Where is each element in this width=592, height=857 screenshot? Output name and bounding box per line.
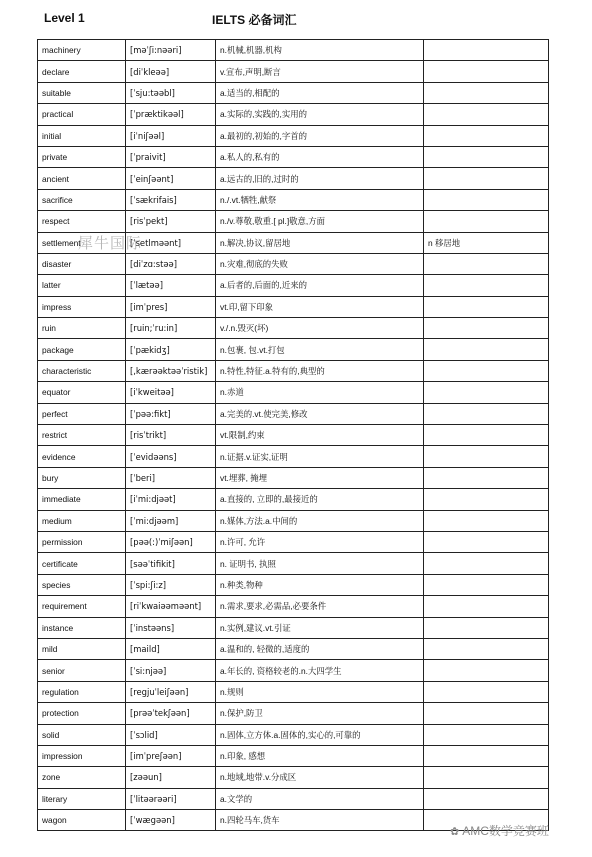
ipa-cell: [ˈsækrifais] xyxy=(126,189,216,210)
word-cell: suitable xyxy=(38,82,126,103)
ipa-cell: [ruin;ˈru:in] xyxy=(126,318,216,339)
word-cell: mild xyxy=(38,638,126,659)
definition-cell: n.印象, 感想 xyxy=(216,745,424,766)
note-cell xyxy=(424,425,549,446)
definition-cell: n.保护,防卫 xyxy=(216,703,424,724)
word-cell: sacrifice xyxy=(38,189,126,210)
word-cell: species xyxy=(38,574,126,595)
table-row xyxy=(38,553,549,574)
definition-cell: n.证据.v.证实,证明 xyxy=(216,446,424,467)
definition-cell: n.许可, 允许 xyxy=(216,531,424,552)
word-cell: latter xyxy=(38,275,126,296)
note-cell xyxy=(424,125,549,146)
word-cell: initial xyxy=(38,125,126,146)
table-row xyxy=(38,510,549,531)
note-cell xyxy=(424,168,549,189)
table-row xyxy=(38,617,549,638)
word-cell: perfect xyxy=(38,403,126,424)
note-cell xyxy=(424,553,549,574)
definition-cell: a.后者的,后面的,近来的 xyxy=(216,275,424,296)
note-cell xyxy=(424,660,549,681)
table-row xyxy=(38,788,549,809)
definition-cell: a.完美的.vt.使完美,修改 xyxy=(216,403,424,424)
note-cell xyxy=(424,531,549,552)
word-cell: equator xyxy=(38,382,126,403)
definition-cell: n.实例,建议.vt.引证 xyxy=(216,617,424,638)
vocabulary-table xyxy=(37,39,549,831)
table-row xyxy=(38,211,549,232)
ipa-cell: [,kærəəktəəˈristik] xyxy=(126,360,216,381)
table-row xyxy=(38,253,549,274)
table-row xyxy=(38,660,549,681)
word-cell: impression xyxy=(38,745,126,766)
definition-cell: a.最初的,初始的,字首的 xyxy=(216,125,424,146)
definition-cell: n.包裹, 包.vt.打包 xyxy=(216,339,424,360)
note-cell xyxy=(424,467,549,488)
ipa-cell: [ˈsi:njəə] xyxy=(126,660,216,681)
note-cell xyxy=(424,617,549,638)
definition-cell: n.四轮马车,货车 xyxy=(216,810,424,831)
ipa-cell: [regjuˈleiʃəən] xyxy=(126,681,216,702)
note-cell xyxy=(424,767,549,788)
definition-cell: n.赤道 xyxy=(216,382,424,403)
definition-cell: n.特性,特征.a.特有的,典型的 xyxy=(216,360,424,381)
definition-cell: v./.n.毁灭(坏) xyxy=(216,318,424,339)
table-row xyxy=(38,596,549,617)
note-cell xyxy=(424,275,549,296)
note-cell xyxy=(424,189,549,210)
note-cell xyxy=(424,296,549,317)
ipa-cell: [imˈpres] xyxy=(126,296,216,317)
note-cell xyxy=(424,403,549,424)
ipa-cell: [ˈsetlməənt] xyxy=(126,232,216,253)
word-cell: ruin xyxy=(38,318,126,339)
note-cell xyxy=(424,360,549,381)
note-cell xyxy=(424,745,549,766)
ipa-cell: [ˈwægəən] xyxy=(126,810,216,831)
ipa-cell: [ˈspi:ʃi:z] xyxy=(126,574,216,595)
table-row xyxy=(38,104,549,125)
note-cell xyxy=(424,104,549,125)
ipa-cell: [ˈpraivit] xyxy=(126,146,216,167)
word-cell: disaster xyxy=(38,253,126,274)
note-cell xyxy=(424,681,549,702)
table-row xyxy=(38,40,549,61)
document-title: IELTS 必备词汇 xyxy=(212,13,297,27)
definition-cell: v.宣布,声明,断言 xyxy=(216,61,424,82)
ipa-cell: [risˈpekt] xyxy=(126,211,216,232)
table-row xyxy=(38,745,549,766)
wechat-icon: ✿ xyxy=(450,826,460,838)
definition-cell: n. 证明书, 执照 xyxy=(216,553,424,574)
definition-cell: n.地域,地带.v.分成区 xyxy=(216,767,424,788)
table-row xyxy=(38,703,549,724)
level-label: Level 1 xyxy=(44,11,85,25)
note-cell xyxy=(424,339,549,360)
note-cell xyxy=(424,510,549,531)
word-cell: practical xyxy=(38,104,126,125)
ipa-cell: [iˈkweitəə] xyxy=(126,382,216,403)
note-cell xyxy=(424,318,549,339)
ipa-cell: [maild] xyxy=(126,638,216,659)
watermark-account xyxy=(450,822,549,839)
ipa-cell: [ˈeinʃəənt] xyxy=(126,168,216,189)
ipa-cell: [imˈpreʃəən] xyxy=(126,745,216,766)
word-cell: bury xyxy=(38,467,126,488)
ipa-cell: [riˈkwaiəəməənt] xyxy=(126,596,216,617)
word-cell: protection xyxy=(38,703,126,724)
ipa-cell: [səəˈtifikit] xyxy=(126,553,216,574)
definition-cell: a.直接的, 立即的,最接近的 xyxy=(216,489,424,510)
note-cell xyxy=(424,574,549,595)
note-cell xyxy=(424,788,549,809)
ipa-cell: [iˈniʃəəl] xyxy=(126,125,216,146)
definition-cell: a.文学的 xyxy=(216,788,424,809)
word-cell: zone xyxy=(38,767,126,788)
word-cell: private xyxy=(38,146,126,167)
table-row xyxy=(38,724,549,745)
table-row xyxy=(38,339,549,360)
ipa-cell: [zəəun] xyxy=(126,767,216,788)
table-row xyxy=(38,82,549,103)
ipa-cell: [ˈlitəərəəri] xyxy=(126,788,216,809)
ipa-cell: [ˈpəə:fikt] xyxy=(126,403,216,424)
word-cell: requirement xyxy=(38,596,126,617)
table-row xyxy=(38,318,549,339)
ipa-cell: [diˈzɑ:stəə] xyxy=(126,253,216,274)
table-row xyxy=(38,275,549,296)
word-cell: medium xyxy=(38,510,126,531)
ipa-cell: [diˈkleəə] xyxy=(126,61,216,82)
table-row xyxy=(38,403,549,424)
word-cell: package xyxy=(38,339,126,360)
word-cell: permission xyxy=(38,531,126,552)
table-row xyxy=(38,189,549,210)
word-cell: regulation xyxy=(38,681,126,702)
table-row xyxy=(38,296,549,317)
word-cell: characteristic xyxy=(38,360,126,381)
ipa-cell: [ˈberi] xyxy=(126,467,216,488)
definition-cell: a.实际的,实践的,实用的 xyxy=(216,104,424,125)
note-cell xyxy=(424,211,549,232)
word-cell: immediate xyxy=(38,489,126,510)
ipa-cell: [ˈpræktikəəl] xyxy=(126,104,216,125)
definition-cell: a.年长的, 资格较老的.n.大四学生 xyxy=(216,660,424,681)
word-cell: settlement xyxy=(38,232,126,253)
table-row xyxy=(38,681,549,702)
ipa-cell: [məˈʃi:nəəri] xyxy=(126,40,216,61)
note-cell xyxy=(424,253,549,274)
note-cell xyxy=(424,724,549,745)
ipa-cell: [prəəˈtekʃəən] xyxy=(126,703,216,724)
table-row xyxy=(38,61,549,82)
note-cell xyxy=(424,382,549,403)
table-row xyxy=(38,360,549,381)
ipa-cell: [ˈlætəə] xyxy=(126,275,216,296)
definition-cell: vt.限制,约束 xyxy=(216,425,424,446)
definition-cell: n.种类,物种 xyxy=(216,574,424,595)
word-cell: senior xyxy=(38,660,126,681)
table-row xyxy=(38,467,549,488)
watermark-account-label: AMC数学竞赛班 xyxy=(462,824,549,838)
word-cell: ancient xyxy=(38,168,126,189)
word-cell: evidence xyxy=(38,446,126,467)
note-cell xyxy=(424,146,549,167)
note-cell xyxy=(424,82,549,103)
ipa-cell: [pəə(:)ˈmiʃəən] xyxy=(126,531,216,552)
word-cell: solid xyxy=(38,724,126,745)
note-cell xyxy=(424,596,549,617)
definition-cell: n.规则 xyxy=(216,681,424,702)
ipa-cell: [ˈevidəəns] xyxy=(126,446,216,467)
table-row xyxy=(38,146,549,167)
definition-cell: a.温和的, 轻微的,适度的 xyxy=(216,638,424,659)
ipa-cell: [risˈtrikt] xyxy=(126,425,216,446)
definition-cell: a.远古的,旧的,过时的 xyxy=(216,168,424,189)
table-row xyxy=(38,489,549,510)
definition-cell: n.固体,立方体.a.固体的,实心的,可靠的 xyxy=(216,724,424,745)
ipa-cell: [ˈinstəəns] xyxy=(126,617,216,638)
definition-cell: vt.埋葬, 掩埋 xyxy=(216,467,424,488)
word-cell: impress xyxy=(38,296,126,317)
table-row xyxy=(38,531,549,552)
ipa-cell: [ˈsju:təəbl] xyxy=(126,82,216,103)
note-cell xyxy=(424,489,549,510)
table-row xyxy=(38,638,549,659)
note-cell xyxy=(424,638,549,659)
definition-cell: n./.vt.牺牲,献祭 xyxy=(216,189,424,210)
word-cell: machinery xyxy=(38,40,126,61)
vocabulary-table-body xyxy=(38,40,549,831)
definition-cell: a.私人的,私有的 xyxy=(216,146,424,167)
word-cell: respect xyxy=(38,211,126,232)
definition-cell: a.适当的,相配的 xyxy=(216,82,424,103)
note-cell xyxy=(424,703,549,724)
word-cell: certificate xyxy=(38,553,126,574)
note-cell xyxy=(424,40,549,61)
word-cell: literary xyxy=(38,788,126,809)
definition-cell: n.解决,协议,留居地 xyxy=(216,232,424,253)
definition-cell: vt.印,留下印象 xyxy=(216,296,424,317)
definition-cell: n.媒体,方法.a.中间的 xyxy=(216,510,424,531)
note-cell xyxy=(424,61,549,82)
table-row xyxy=(38,446,549,467)
definition-cell: n./v.尊敬,敬重.[ pl.]敬意,方面 xyxy=(216,211,424,232)
ipa-cell: [iˈmi:djəət] xyxy=(126,489,216,510)
ipa-cell: [ˈpækidʒ] xyxy=(126,339,216,360)
word-cell: declare xyxy=(38,61,126,82)
table-row xyxy=(38,425,549,446)
definition-cell: n.机械,机器,机构 xyxy=(216,40,424,61)
table-row xyxy=(38,767,549,788)
table-row xyxy=(38,382,549,403)
word-cell: wagon xyxy=(38,810,126,831)
note-cell xyxy=(424,446,549,467)
definition-cell: n.灾难,彻底的失败 xyxy=(216,253,424,274)
table-row xyxy=(38,168,549,189)
ipa-cell: [ˈmi:djəəm] xyxy=(126,510,216,531)
word-cell: instance xyxy=(38,617,126,638)
table-row xyxy=(38,574,549,595)
table-row xyxy=(38,125,549,146)
ipa-cell: [ˈsɔlid] xyxy=(126,724,216,745)
word-cell: restrict xyxy=(38,425,126,446)
definition-cell: n.需求,要求,必需品,必要条件 xyxy=(216,596,424,617)
note-cell: n 移居地 xyxy=(424,232,549,253)
watermark-brand: 犀牛国际 xyxy=(78,235,143,252)
